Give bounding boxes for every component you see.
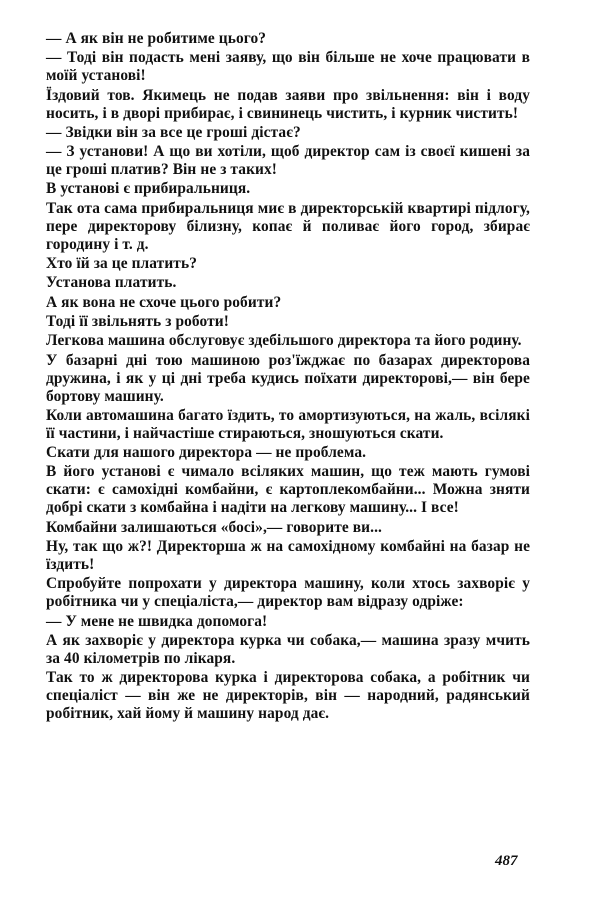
paragraph: Хто їй за це платить? — [46, 255, 198, 273]
paragraph: А як вона не схоче цього робити? — [46, 293, 282, 311]
paragraph: Комбайни залишаються «босі»,— говорите ви... — [46, 518, 382, 536]
paragraph: — Тоді він подасть мені заяву, що він більше не хоче працювати в моїй установі! — [46, 49, 530, 85]
paragraph: Їздовий тов. Якимець не подав заяви про звільнення: він і воду носить, і в дворі прибирає, і свининець чистить, і курник чистить! — [46, 86, 530, 122]
paragraph: — З установи! А що ви хотіли, щоб директор сам із своєї кишені за це гроші платив? Він не з таких! — [46, 143, 530, 179]
paragraph: Ну, так що ж?! Директорша ж на самохідному комбайні на базар не їздить! — [46, 538, 530, 574]
paragraph: Скати для нашого директора — не проблема. — [46, 444, 367, 462]
paragraph: А як захворіє у директора курка чи собака,— машина зразу мчить за 40 кілометрів по лікаря. — [46, 631, 530, 667]
paragraph: В його установі є чимало всіляких машин, що теж мають гумові скати: є самохідні комбайни, є картоплекомбайни... Можна зняти добрі скати з комбайна і надіти на легкову машину... І все! — [46, 463, 530, 517]
paragraph: Тоді її звільнять з роботи! — [46, 312, 229, 330]
paragraph: В установі є прибиральниця. — [46, 180, 251, 198]
paragraph: У базарні дні тою машиною роз'їжджає по базарах директорова дружина, і як у ці дні треба кудись поїхати директорові,— він бере бортову машину. — [46, 351, 530, 405]
paragraph: — У мене не швидка допомога! — [46, 612, 268, 630]
paragraph: — А як він не робитиме цього? — [46, 30, 267, 47]
paragraph: Так ота сама прибиральниця миє в директорській квартирі підлогу, пере директорову білизну, копає й поливає його город, збирає городину і т. д. — [46, 199, 530, 253]
paragraph: — Звідки він за все це гроші дістає? — [46, 123, 301, 141]
paragraph: Спробуйте попрохати у директора машину, коли хтось захворіє у робітника чи у спеціаліста,— директор вам відразу одріже: — [46, 575, 530, 611]
paragraph: Коли автомашина багато їздить, то амортизуються, на жаль, всілякі її частини, і найчастіше стираються, зношуються скати. — [46, 406, 530, 442]
paragraph: Легкова машина обслуговує здебільшого директора та його родину. — [46, 332, 522, 350]
paragraph: Установа платить. — [46, 274, 177, 292]
page-number: 487 — [495, 853, 518, 869]
document-page — [46, 30, 530, 725]
paragraph: Так то ж директорова курка і директорова собака, а робітник чи спеціаліст — він же не директорів, він — народний, радянський робітник, хай йому й машину народ дає. — [46, 669, 530, 723]
